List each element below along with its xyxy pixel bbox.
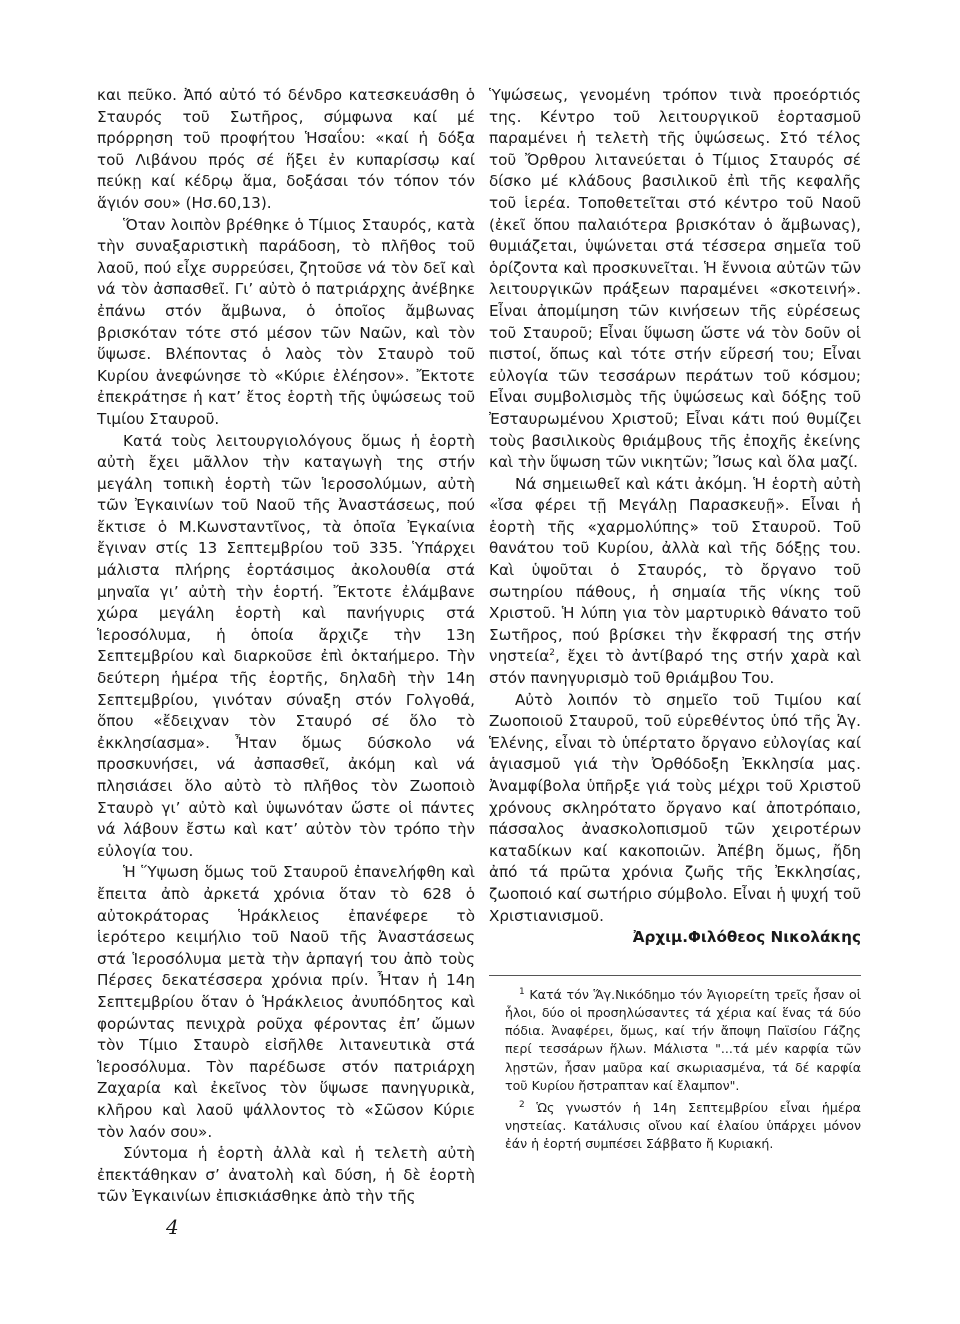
author-signature: Ἀρχιμ.Φιλόθεος Νικολάκης [632,928,861,947]
footnote [505,986,861,1095]
paragraph: Ὅταν λοιπὸν βρέθηκε ὁ Τίμιος Σταυρός, κατὰ τὴν συναξαριστικὴ παράδοση, τὸ πλῆθος τοῦ λαοῦ, πού εἶχε συρρεύσει, ζητοῦσε νά τὸν δεῖ καὶ νά τὸν ἀσπασθεῖ. Γι’ αὐτὸ ὁ πατριάρχης ἀνέβηκε ἐπάνω στόν ἄμβωνα, ὁ ὁποῖος ἄμβωνας βρισκόταν τότε στό μέσον τῶν Ναῶν, καὶ τὸν ὕψωσε. Βλέποντας ὁ λαὸς τὸν Σταυρὸ τοῦ Κυρίου ἀνεφώνησε τὸ «Κύριε ἐλέησον». Ἔκτοτε ἐπεκράτησε ἡ κατ’ ἔτος ἑορτὴ τῆς ὑψώσεως τοῦ Τιμίου Σταυροῦ. [97,215,475,428]
footnote-number: 1 [519,986,525,997]
paragraph: Ἡ Ὕψωση ὅμως τοῦ Σταυροῦ ἐπανελήφθη καὶ ἔπειτα ἀπὸ ἀρκετά χρόνια ὅταν τὸ 628 ὁ αὐτοκράτορας Ἡράκλειος ἐπανέφερε τὸ ἱερότερο κειμήλιο τοῦ Ναοῦ τῆς Ἀναστάσεως στά Ἱεροσόλυμα μετὰ τὴν ἁρπαγή του ἀπὸ τοὺς Πέρσες δεκατέσσερα χρόνια πρίν. Ἦταν ἡ 14η Σεπτεμβρίου ὅταν ὁ Ἡράκλειος ἀνυπόδητος καὶ φορώντας πενιχρὰ ροῦχα φέροντας ἐπ’ ὤμων τὸν Τίμιο Σταυρὸ εἰσῆλθε λιτανευτικὰ στά Ἱεροσόλυμα. Τὸν παρέδωσε στόν πατριάρχη Ζαχαρία καὶ ἐκεῖνος τὸν ὕψωσε πανηγυρικὰ, κλῆρου καὶ λαοῦ ψάλλοντος τὸ «Σῶσον Κύριε τὸν λαόν σου». [97,863,475,1141]
page-number: 4 [166,1215,179,1239]
paragraph: Σύντομα ἡ ἑορτὴ ἀλλὰ καὶ ἡ τελετὴ αὐτὴ ἐπεκτάθηκαν σ’ ἀνατολὴ καὶ δύση, ἡ δὲ ἑορτὴ τῶν Ἐγκαινίων ἐπισκιάσθηκε ἀπὸ τὴν τῆς [97,1144,475,1206]
footnote [505,1099,861,1154]
paragraph: Κατά τοὺς λειτουργιολόγους ὅμως ἡ ἑορτὴ αὐτὴ ἔχει μᾶλλον τὴν καταγωγὴ της στήν μεγάλη τοπικὴ ἑορτὴ τῶν Ἱεροσολύμων, αὐτὴ τῶν Ἐγκαινίων τοῦ Ναοῦ τῆς Ἀναστάσεως, πού ἔκτισε ὁ Μ.Κωνσταντῖνος, τὰ ὁποῖα Ἐγκαίνια ἔγιναν στίς 13 Σεπτεμβρίου τοῦ 335. Ὑπάρχει μάλιστα πλήρης ἑορτάσιμος ἀκολουθία στά μηναῖα γι’ αὐτὴ τὴν ἑορτή. Ἔκτοτε ἐλάμβανε χώρα μεγάλη ἑορτὴ καὶ πανήγυρις στά Ἱεροσόλυμα, ἡ ὁποία ἄρχιζε τὴν 13η Σεπτεμβρίου καὶ διαρκοῦσε ἐπὶ ὀκταήμερο. Τὴν δεύτερη ἡμέρα τῆς ἑορτῆς, δηλαδὴ τὴν 14η Σεπτεμβρίου, γινόταν σύναξη στόν Γολγοθά, ὅπου «ἔδειχναν τὸν Σταυρό σέ ὅλο τὸ ἐκκλησίασμα». Ἦταν ὅμως δύσκολο νά προσκυνήσει, νά ἀσπασθεῖ, ἀκόμη καὶ νά πλησιάσει ὅλο αὐτὸ τὸ πλῆθος τὸν Ζωοποιὸ Σταυρὸ γι’ αὐτὸ καὶ ὑψωνόταν ὥστε οἱ πάντες νά λάβουν ἔστω καὶ κατ’ αὐτὸν τὸν τρόπο τὴν εὐλογία του. [97,431,475,860]
right-column [489,85,861,1158]
footnotes [489,975,861,1154]
paragraph-text: Νά σημειωθεῖ καὶ κάτι ἀκόμη. Ἡ ἑορτὴ αὐτὴ «ἴσα φέρει τῇ Μεγάλῃ Παρασκευῇ». Εἶναι ἡ ἑορτὴ τῆς «χαρμολύπης» τοῦ Σταυροῦ. Τοῦ θανάτου τοῦ Κυρίου, ἀλλὰ καὶ τῆς δόξῃς του. Καὶ ὑψοῦται ὁ Σταυρός, τὸ ὄργανο τοῦ σωτηρίου πάθους, ἡ σημαία τῆς νίκης τοῦ Χριστοῦ. Ἡ λύπη για τὸν μαρτυρικὸ θάνατο τοῦ Σωτῆρος, πού βρίσκει τὴν ἔκφρασή της στήν νηστεία [489,474,861,666]
footnote-number: 2 [519,1099,525,1110]
paragraph: Ὑψώσεως, γενομένη τρόπον τινὰ προεόρτιός της. Κέντρο τοῦ λειτουργικοῦ ἑορτασμοῦ παραμένει ἡ τελετὴ τῆς ὑψώσεως. Στό τέλος τοῦ Ὄρθρου λιτανεύεται ὁ Τίμιος Σταυρός σέ δίσκο μέ κλάδους βασιλικοῦ ἐπὶ τῆς κεφαλῆς τοῦ ἱερέα. Τοποθετεῖται στό κέντρο τοῦ Ναοῦ (ἐκεῖ ὅπου παλαιότερα βρισκόταν ὁ ἄμβωνας), θυμιάζεται, ὑψώνεται στά τέσσερα σημεῖα τοῦ ὁρίζοντα καὶ προσκυνεῖται. Ἡ ἔννοια αὐτῶν τῶν λειτουργικῶν πράξεων παραμένει «σκοτεινή». Εἶναι ἀπομίμηση τῶν κινήσεων τῆς εὑρέσεως τοῦ Σταυροῦ; Εἶναι ὕψωση ὥστε νά τὸν δοῦν οἱ πιστοί, ὅπως καὶ τότε στήν εὕρεσή του; Εἶναι εὐλογία τῶν τεσσάρων περάτων τοῦ κόσμου; Εἶναι συμβολισμὸς τῆς ὑψώσεως καὶ δόξης τοῦ Ἐσταυρωμένου Χριστοῦ; Εἶναι κάτι πού θυμίζει τοὺς βασιλικοὺς θριάμβους τῆς ἐποχῆς ἐκείνης καὶ τὴν ὕψωση τῶν νικητῶν; Ἴσως καὶ ὅλα μαζί. [489,86,861,472]
paragraph: Αὐτὸ λοιπόν τὸ σημεῖο τοῦ Τιμίου καί Ζωοποιοῦ Σταυροῦ, τοῦ εὑρεθέντος ὑπό τῆς Ἁγ. Ἑλένης, εἶναι τὸ ὑπέρτατο ὄργανο εὐλογίας καί ἁγιασμοῦ γιά τὴν Ὀρθόδοξη Ἐκκλησία μας. Ἀναμφίβολα ὑπῆρξε γιά τοὺς μέχρι τοῦ Χριστοῦ χρόνους σκληρότατο ὄργανο καί ἀποτρόπαιο, πάσσαλος ἀνασκολοπισμοῦ τῶν χειροτέρων καταδίκων καί κακοποιῶν. Ἀπέβη ὅμως, ἤδη ἀπό τά πρῶτα χρόνια ζωῆς τῆς Ἐκκλησίας, ζωοποιό καί σωτήριο σύμβολο. Εἶναι ἡ ψυχή τοῦ Χριστιανισμοῦ. [489,690,861,925]
paragraph [489,474,861,690]
paragraph: και πεῦκο. Ἀπό αὐτό τό δένδρο κατεσκευάσθη ὁ Σταυρός τοῦ Σωτῆρος, σύμφωνα καί μέ πρόρρηση τοῦ προφήτου Ἡσαΐου: «καί ἡ δόξα τοῦ Λιβάνου πρός σέ ἥξει ἐν κυπαρίσσῳ καί πεύκῃ καί κέδρῳ ἅμα, δοξάσαι τόν τόπον τόν ἅγιόν σου» (Ησ.60,13). [97,86,475,212]
left-column [97,85,475,1208]
paragraph-text: , ἔχει τὸ ἀντίβαρό της στήν χαρὰ καὶ στόν πανηγυρισμὸ τοῦ θριάμβου Του. [489,647,861,688]
footnote-text: Ὡς γνωστόν ἡ 14η Σεπτεμβρίου εἶναι ἡμέρα νηστείας. Κατάλυσις οἴνου καί ἐλαίου ὑπάρχει μόνον ἐάν ἡ ἑορτή συμπέσει Σάββατο ἤ Κυριακή. [505,1099,861,1152]
footnote-text: Κατά τόν Ἅγ.Νικόδημο τόν Ἁγιορείτη τρεῖς ἦσαν οἱ ἧλοι, δύο οἱ προσηλώσαντες τά χέρια καί ἕνας τά δύο πόδια. Ἀναφέρει, ὅμως, καί τήν ἄποψη Παϊσίου Γάζης περί τεσσάρων ἥλων. Μάλιστα "...τά μέν καρφία τῶν λῃστῶν, ἦσαν μαῦρα καί σκωριασμένα, τά δέ καρφία τοῦ Κυρίου ἤστραπταν καί ἔλαμπον". [505,986,861,1093]
footnote-reference: 2 [549,648,555,659]
